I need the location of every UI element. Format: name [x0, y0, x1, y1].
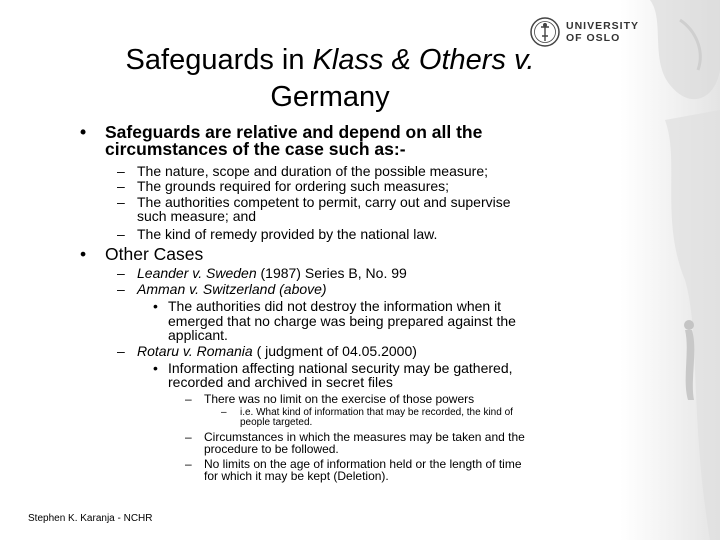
- list-item: The kind of remedy provided by the national law.: [137, 226, 438, 242]
- logo-line-2: OF OSLO: [566, 32, 621, 44]
- amman-detail-line1: The authorities did not destroy the information when it: [168, 298, 502, 314]
- bullet-other-cases: Other Cases: [105, 244, 204, 264]
- rotaru-point-a: There was no limit on the exercise of those powers: [204, 392, 475, 406]
- rotaru-point-a-detail-line1: i.e. What kind of information that may be recorded, the kind of: [240, 407, 513, 418]
- rotaru-point-b-line2: procedure to be followed.: [204, 442, 339, 456]
- title-part-2: Klass & Others v.: [312, 44, 535, 76]
- logo-line-1: UNIVERSITY: [566, 20, 640, 32]
- bullet-safeguards-line2: circumstances of the case such as:-: [105, 139, 406, 159]
- amman-detail-line3: applicant.: [168, 327, 228, 343]
- case-rotaru: Rotaru v. Romania ( judgment of 04.05.2000): [137, 343, 417, 359]
- rotaru-point-b-line1: Circumstances in which the measures may be taken and the: [204, 430, 525, 444]
- title-part-1: Safeguards in: [125, 44, 313, 76]
- page-title: [70, 42, 590, 116]
- rotaru-point-c-line2: for which it may be kept (Deletion).: [204, 469, 389, 483]
- list-item: The authorities competent to permit, carry out and supervise: [137, 194, 511, 210]
- bullet-marker: •: [80, 244, 87, 264]
- list-item: The nature, scope and duration of the possible measure;: [137, 163, 488, 179]
- rotaru-point-c-line1: No limits on the age of information held or the length of time: [204, 457, 522, 471]
- list-item: such measure; and: [137, 208, 257, 224]
- rotaru-detail-line1: Information affecting national security may be gathered,: [168, 360, 513, 376]
- bullet-marker: •: [80, 122, 87, 142]
- footer-author: Stephen K. Karanja - NCHR: [28, 513, 153, 524]
- rotaru-detail-line2: recorded and archived in secret files: [168, 374, 393, 390]
- case-leander: Leander v. Sweden (1987) Series B, No. 99: [137, 265, 407, 281]
- rotaru-point-a-detail-line2: people targeted.: [240, 417, 313, 428]
- bullet-safeguards-line1: Safeguards are relative and depend on all the: [105, 122, 483, 142]
- amman-detail-line2: emerged that no charge was being prepared against the: [168, 313, 516, 329]
- slide: UNIVERSITY OF OSLO Safeguards in Klass & Others v. Germany • Safeguards are relative and depend on all the circumstances of the case such as:- – The nature, scope and duration of the possible measure; – The grounds required for ordering such measures; – The authorities competent to permit, carry out and supervise such measure; and – The kind of remedy provided by the national law. • Other Cases – Leander v. Sweden (1987) Series B, No. 99 – Amman v. Switzerland (above) • The authorities did not destroy the information when it emerged that no charge was being prepared against the applicant. – Rotaru v. Romania ( judgment of 04.05.2000) • Information affecting national security may be gathered, recorded and archived in secret files – There was no limit on the exercise of those powers – i.e. What kind of information that may be recorded, the kind of people targeted. – Circumstances in which the measures may be taken and the procedure to be followed. – No limits on the age of information held or the length of time for which it may be kept (Deletion). Stephen K. Karanja - NCHR: [0, 0, 720, 540]
- case-amman: Amman v. Switzerland (above): [137, 281, 327, 297]
- title-part-3: Germany: [270, 81, 390, 113]
- statue-decoration: [620, 0, 720, 540]
- list-item: The grounds required for ordering such measures;: [137, 178, 450, 194]
